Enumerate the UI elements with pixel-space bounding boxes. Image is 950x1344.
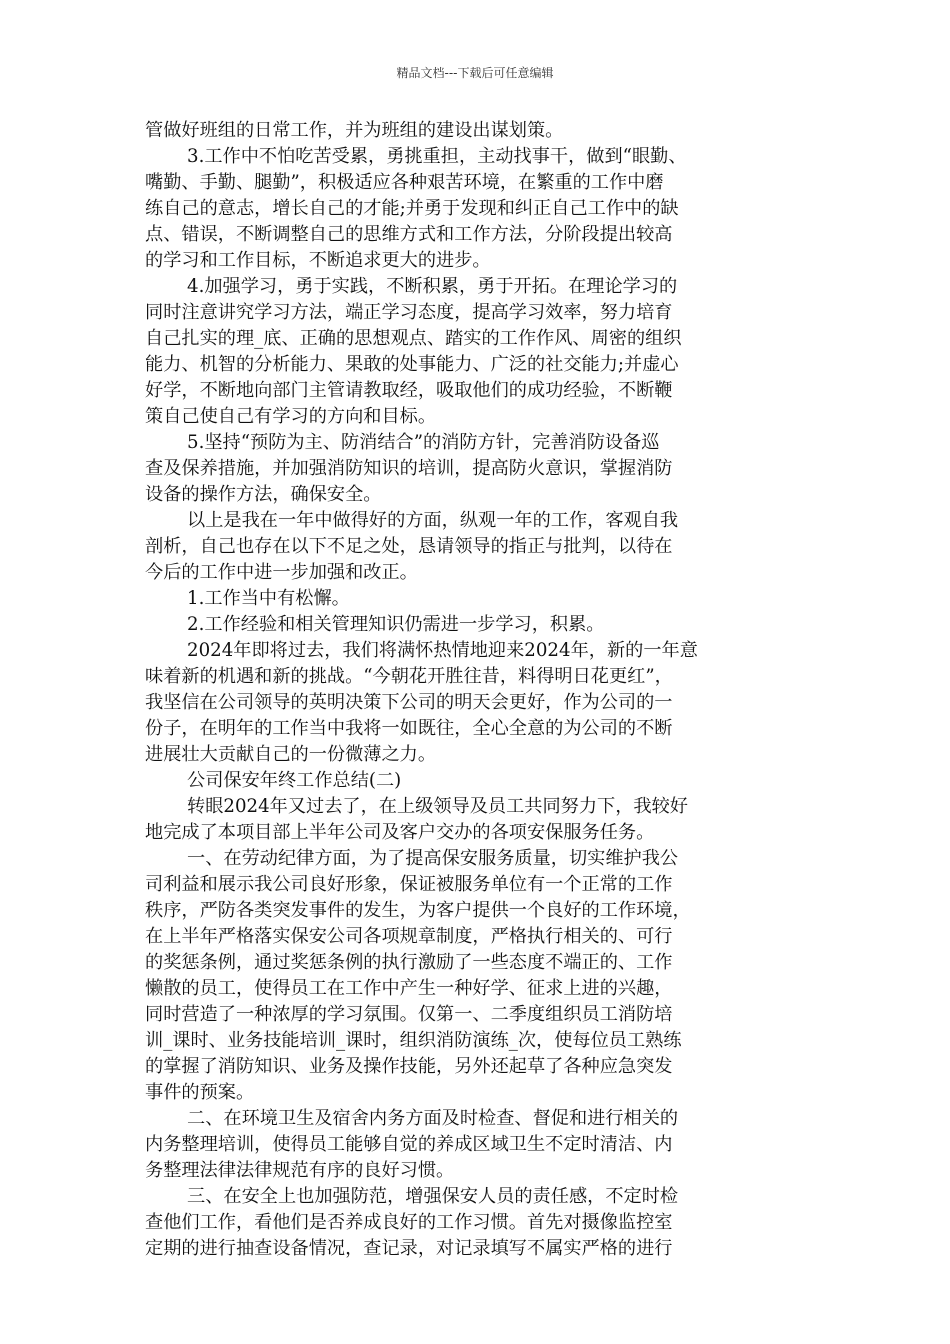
document-body bbox=[145, 118, 817, 1262]
text-line: 练自己的意志，增长自己的才能;并勇于发现和纠正自己工作中的缺 bbox=[145, 198, 679, 219]
text-line: 剖析，自己也存在以下不足之处，恳请领导的指正与批判，以待在 bbox=[145, 536, 673, 557]
text-line: 2024年即将过去，我们将满怀热情地迎来2024年，新的一年意 bbox=[187, 640, 698, 661]
text-line: 司利益和展示我公司良好形象，保证被服务单位有一个正常的工作 bbox=[145, 874, 673, 895]
text-line: 查及保养措施，并加强消防知识的培训，提高防火意识，掌握消防 bbox=[145, 458, 673, 479]
text-line: 三、在安全上也加强防范，增强保安人员的责任感，不定时检 bbox=[187, 1186, 679, 1207]
text-line: 4.加强学习，勇于实践，不断积累，勇于开拓。在理论学习的 bbox=[187, 276, 678, 297]
text-line: 的掌握了消防知识、业务及操作技能，另外还起草了各种应急突发 bbox=[145, 1056, 673, 1077]
text-line: 转眼2024年又过去了，在上级领导及员工共同努力下，我较好 bbox=[187, 796, 688, 817]
text-line: 秩序，严防各类突发事件的发生，为客户提供一个良好的工作环境， bbox=[145, 900, 691, 921]
text-line: 进展壮大贡献自己的一份微薄之力。 bbox=[145, 744, 437, 765]
text-line: 懒散的员工，使得员工在工作中产生一种好学、征求上进的兴趣， bbox=[145, 978, 673, 999]
page-header: 精品文档---下载后可任意编辑 bbox=[396, 66, 554, 80]
text-line: 在上半年严格落实保安公司各项规章制度，严格执行相关的、可行 bbox=[145, 926, 673, 947]
text-line: 点、错误，不断调整自己的思维方式和工作方法，分阶段提出较高 bbox=[145, 224, 673, 245]
text-line: 1.工作当中有松懈。 bbox=[187, 588, 350, 609]
text-line: 份子，在明年的工作当中我将一如既往，全心全意的为公司的不断 bbox=[145, 718, 673, 739]
text-line: 同时注意讲究学习方法，端正学习态度，提高学习效率，努力培育 bbox=[145, 302, 673, 323]
text-line: 地完成了本项目部上半年公司及客户交办的各项安保服务任务。 bbox=[145, 822, 655, 843]
text-line: 同时营造了一种浓厚的学习氛围。仅第一、二季度组织员工消防培 bbox=[145, 1004, 673, 1025]
text-line: 2.工作经验和相关管理知识仍需进一步学习，积累。 bbox=[187, 614, 605, 635]
text-line: 务整理法律法律规范有序的良好习惯。 bbox=[145, 1160, 455, 1181]
text-line: 事件的预案。 bbox=[145, 1082, 255, 1103]
text-line: 5.坚持“预防为主、防消结合”的消防方针，完善消防设备巡 bbox=[187, 432, 660, 453]
text-line: 今后的工作中进一步加强和改正。 bbox=[145, 562, 418, 583]
text-line: 的奖惩条例，通过奖惩条例的执行激励了一些态度不端正的、工作 bbox=[145, 952, 673, 973]
text-line: 定期的进行抽查设备情况，查记录，对记录填写不属实严格的进行 bbox=[145, 1238, 673, 1259]
text-line: 策自己使自己有学习的方向和目标。 bbox=[145, 406, 437, 427]
text-line: 以上是我在一年中做得好的方面，纵观一年的工作，客观自我 bbox=[187, 510, 679, 531]
text-line: 好学，不断地向部门主管请教取经，吸取他们的成功经验，不断鞭 bbox=[145, 380, 673, 401]
text-line: 设备的操作方法，确保安全。 bbox=[145, 484, 382, 505]
text-line: 能力、机智的分析能力、果敢的处事能力、广泛的社交能力;并虚心 bbox=[145, 354, 679, 375]
text-line: 查他们工作，看他们是否养成良好的工作习惯。首先对摄像监控室 bbox=[145, 1212, 673, 1233]
text-line: 管做好班组的日常工作，并为班组的建设出谋划策。 bbox=[145, 120, 564, 141]
text-line: 3.工作中不怕吃苦受累，勇挑重担，主动找事干，做到“眼勤、 bbox=[187, 146, 687, 167]
text-line: 公司保安年终工作总结(二) bbox=[187, 770, 402, 791]
text-line: 一、在劳动纪律方面，为了提高保安服务质量，切实维护我公 bbox=[187, 848, 679, 869]
text-line: 内务整理培训，使得员工能够自觉的养成区域卫生不定时清洁、内 bbox=[145, 1134, 673, 1155]
text-line: 训_课时、业务技能培训_课时，组织消防演练_次，使每位员工熟练 bbox=[145, 1030, 682, 1051]
text-line: 味着新的机遇和新的挑战。“今朝花开胜往昔，料得明日花更红”， bbox=[145, 666, 673, 687]
text-line: 嘴勤、手勤、腿勤”，积极适应各种艰苦环境，在繁重的工作中磨 bbox=[145, 172, 664, 193]
text-line: 二、在环境卫生及宿舍内务方面及时检查、督促和进行相关的 bbox=[187, 1108, 679, 1129]
text-line: 自己扎实的理_底、正确的思想观点、踏实的工作作风、周密的组织 bbox=[145, 328, 682, 349]
text-line: 的学习和工作目标，不断追求更大的进步。 bbox=[145, 250, 491, 271]
text-line: 我坚信在公司领导的英明决策下公司的明天会更好，作为公司的一 bbox=[145, 692, 673, 713]
